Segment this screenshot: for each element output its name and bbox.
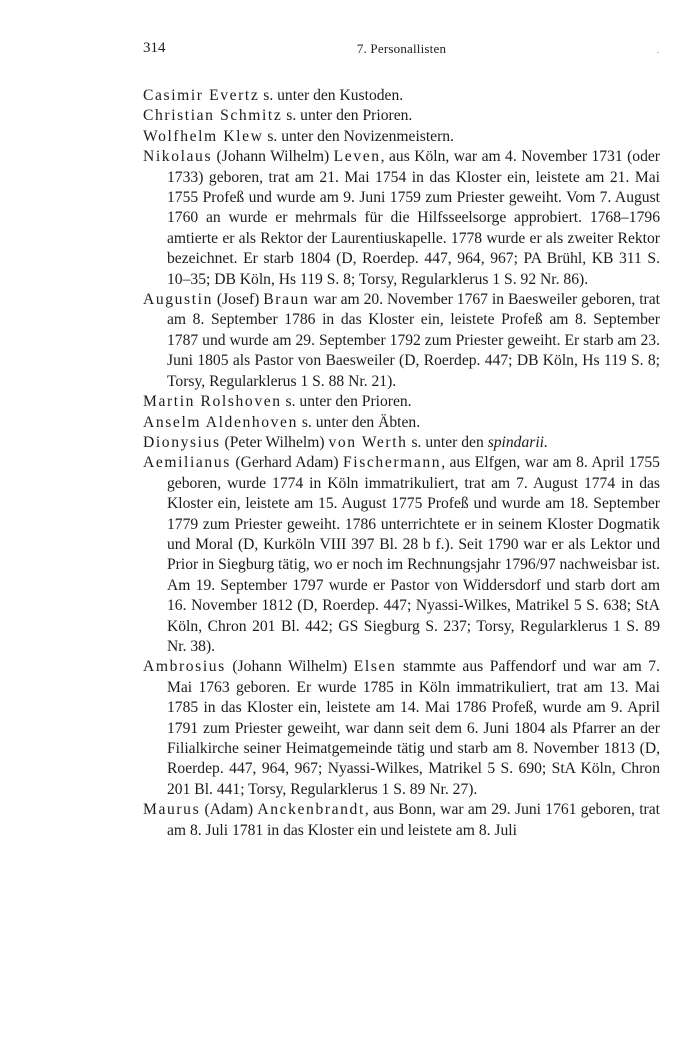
list-entry: [143, 413, 660, 433]
list-entry: [143, 147, 660, 290]
list-entry: [143, 433, 660, 453]
margin-mark: [657, 52, 659, 53]
person-first-name: Nikolaus: [143, 148, 213, 166]
list-entry: [143, 800, 660, 841]
person-birth-name: (Johann Wilhelm): [225, 658, 354, 676]
entry-text: stammte aus Paffendorf und war am 7. Mai 1763 geboren. Er wurde 1785 in Köln immatrikuliert, trat am 13. Mai 1785 in das Kloster ein, leistete am 14. Mai 1786 Profeß, wurde am 9. April 1791 zum Priester geweiht, war dann seit dem 6. Juni 1804 als Pfarrer an der Filialkirche seiner Heimatgemeinde tätig und starb am 8. November 1813 (D, Roerdep. 447, 964, 967; Nyassi-Wilkes, Matrikel 5 S. 690; StA Köln, Chron 201 Bl. 441; Torsy, Regularklerus 1 S. 89 Nr. 27).: [167, 658, 660, 798]
person-name: Wolfhelm Klew: [143, 127, 264, 145]
person-surname: von Werth: [328, 433, 408, 451]
person-birth-name: (Josef): [212, 291, 264, 309]
list-entry: [143, 453, 660, 657]
person-name: Christian Schmitz: [143, 107, 283, 125]
person-first-name: Ambrosius: [143, 658, 226, 676]
person-first-name: Maurus: [143, 801, 201, 819]
list-entry: [143, 86, 660, 106]
person-surname: Leven: [333, 148, 381, 166]
page-header: [143, 40, 660, 64]
entry-text: , aus Bonn, war am 29. Juni 1761 geboren, trat am 8. Juli 1781 in das Kloster ein und leistete am 8. Juli: [167, 801, 660, 839]
italic-term: spindarii.: [487, 433, 548, 451]
entry-text: s. unter den Prioren.: [281, 393, 412, 411]
entry-text: s. unter den Novizenmeistern.: [263, 127, 454, 145]
list-entry: [143, 127, 660, 147]
entry-text: s. unter den Prioren.: [282, 107, 413, 125]
entry-text: s. unter den: [407, 433, 488, 451]
person-first-name: Augustin: [143, 291, 213, 309]
person-first-name: Aemilianus: [143, 454, 231, 472]
person-surname: Elsen: [353, 658, 397, 676]
person-name: Casimir Evertz: [143, 87, 260, 104]
entry-text: war am 20. November 1767 in Baesweiler geboren, trat am 8. September 1786 in das Kloster ein, leistete Profeß am 8. September 1787 und wurde am 29. September 1792 zum Priester geweiht. Er starb am 23. Juni 1805 als Pastor von Baesweiler (D, Roerdep. 447; DB Köln, Hs 119 S. 8; Torsy, Regularklerus 1 S. 88 Nr. 21).: [167, 291, 660, 390]
entry-text: , aus Köln, war am 4. November 1731 (oder 1733) geboren, trat am 21. Mai 1754 in das Kloster ein, leistete am 21. Mai 1755 Profeß und wurde am 9. Juni 1759 zum Priester geweiht. Vom 7. August 1760 an wurde er mehrmals für die Hilfsseelsorge approbiert. 1768–1796 amtierte er als Rektor der Laurentiuskapelle. 1778 wurde er als zweiter Rektor bezeichnet. Er starb 1804 (D, Roerdep. 447, 964, 967; PA Brühl, KB 311 S. 10–35; DB Köln, Hs 119 S. 8; Torsy, Regularklerus 1 S. 92 Nr. 86).: [167, 148, 660, 288]
person-birth-name: (Adam): [200, 801, 258, 819]
person-name: Martin Rolshoven: [143, 393, 282, 411]
person-birth-name: (Gerhard Adam): [230, 454, 344, 472]
running-head: 7. Personallisten: [356, 41, 447, 56]
list-entry: [143, 657, 660, 800]
person-birth-name: (Johann Wilhelm): [212, 148, 334, 166]
personnel-list: [143, 86, 660, 841]
page-number: 314: [143, 40, 166, 56]
list-entry: [143, 106, 660, 126]
entry-text: s. unter den Äbten.: [297, 413, 421, 431]
person-first-name: Dionysius: [143, 433, 221, 451]
book-page: [143, 40, 660, 841]
person-name: Anselm Aldenhoven: [143, 413, 298, 431]
person-birth-name: (Peter Wilhelm): [220, 433, 329, 451]
list-entry: [143, 392, 660, 412]
entry-text: s. unter den Kustoden.: [259, 87, 404, 104]
person-surname: Anckenbrandt: [257, 801, 365, 819]
person-surname: Braun: [263, 291, 310, 309]
list-entry: [143, 290, 660, 392]
person-surname: Fischermann: [343, 454, 442, 472]
entry-text: , aus Elfgen, war am 8. April 1755 geboren, wurde 1774 in Köln immatrikuliert, trat am 7. August 1774 in das Kloster ein, leistete am 15. August 1775 Profeß und wurde am 18. September 1779 zum Priester geweiht. 1786 unterrichtete er in seinem Kloster Dogmatik und Moral (D, Kurköln VIII 397 Bl. 28 b f.). Seit 1790 war er als Lektor und Prior in Siegburg tätig, wo er noch im Rechnungsjahr 1796/97 nachweisbar ist. Am 19. September 1797 wurde er Pastor von Widdersdorf und starb dort am 16. November 1812 (D, Roerdep. 447; Nyassi-Wilkes, Matrikel 5 S. 638; StA Köln, Chron 201 Bl. 442; GS Siegburg S. 237; Torsy, Regularklerus 1 S. 89 Nr. 38).: [167, 454, 660, 655]
